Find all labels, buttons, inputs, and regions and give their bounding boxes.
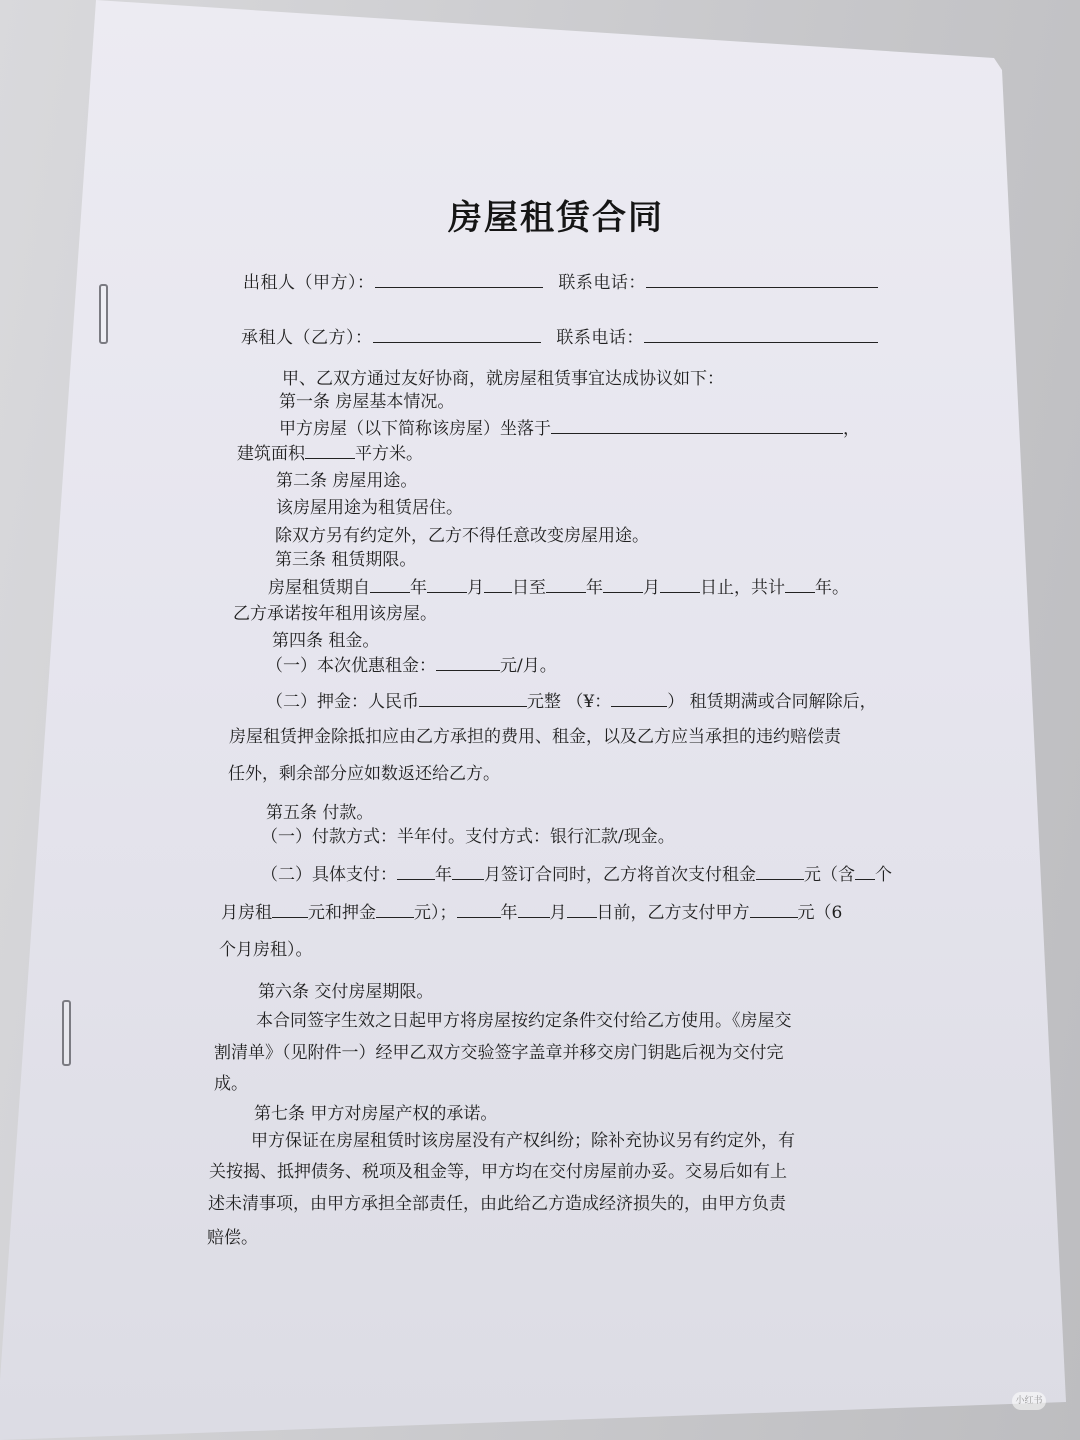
article-5-p4: 个月房租）。	[219, 940, 313, 960]
deposit-part-blank[interactable]	[376, 901, 414, 918]
deposit-part-label: 元和押金	[308, 903, 376, 923]
rent-label: （一）本次优惠租金：	[266, 656, 436, 676]
period-label: 房屋租赁期自	[268, 578, 370, 598]
article-5-p1: （一）付款方式：半年付。支付方式：银行汇款/现金。	[261, 827, 675, 847]
second-payment-label: 日前，乙方支付甲方	[596, 903, 750, 923]
intro: 甲、乙双方通过友好协商，就房屋租赁事宜达成协议如下：	[282, 369, 724, 389]
second-day-blank[interactable]	[567, 901, 597, 918]
article-1-area	[237, 439, 423, 464]
article-5-title: 第五条 付款。	[266, 803, 374, 823]
article-4-p3: 房屋租赁押金除抵扣应由乙方承担的费用、租金，以及乙方应当承担的违约赔偿责	[229, 727, 841, 747]
month-label: 月	[643, 578, 660, 598]
unit-label: 个	[875, 865, 892, 885]
article-1-location	[279, 414, 860, 439]
location-blank[interactable]	[551, 417, 843, 434]
watermark: 小红书	[1012, 1392, 1046, 1410]
six-months-label: 元（6	[797, 903, 843, 923]
article-4-title: 第四条 租金。	[272, 631, 380, 651]
article-2-p1: 该房屋用途为租赁居住。	[276, 498, 463, 518]
article-6-p3: 成。	[214, 1074, 248, 1094]
sign-month-blank[interactable]	[452, 863, 484, 880]
location-label: 甲方房屋（以下简称该房屋）坐落于	[279, 419, 551, 439]
article-6-p2: 割清单》（见附件一）经甲乙双方交验签字盖章并移交房门钥匙后视为交付完	[214, 1043, 784, 1063]
lessor-phone-label: 联系电话：	[558, 273, 646, 293]
lessee-name-blank[interactable]	[373, 326, 541, 343]
month-label: 月	[549, 903, 567, 923]
staple-bottom	[62, 1000, 71, 1066]
year-label: 年	[586, 578, 603, 598]
month-label: 月	[467, 578, 484, 598]
area-label: 建筑面积	[237, 444, 305, 464]
article-7-p1: 甲方保证在房屋租赁时该房屋没有产权纠纷；除补充协议另有约定外，有	[251, 1131, 795, 1151]
lessor-phone-blank[interactable]	[646, 271, 878, 288]
months-blank[interactable]	[855, 863, 875, 880]
total-years-blank[interactable]	[785, 576, 815, 593]
article-2-p2: 除双方另有约定外，乙方不得任意改变房屋用途。	[275, 526, 649, 546]
lessee-label: 承租人（乙方）：	[241, 328, 373, 348]
sign-year-blank[interactable]	[397, 863, 435, 880]
article-6-title: 第六条 交付房屋期限。	[258, 982, 434, 1002]
second-year-blank[interactable]	[457, 901, 501, 918]
day-to-label: 日至	[512, 578, 546, 598]
second-payment-blank[interactable]	[750, 901, 798, 918]
article-2-title: 第二条 房屋用途。	[276, 471, 418, 491]
lessee-phone-label: 联系电话：	[556, 328, 644, 348]
article-4-deposit	[266, 687, 877, 712]
article-3-period	[268, 573, 849, 598]
start-day-blank[interactable]	[484, 576, 512, 593]
deposit-unit: 元整 （¥：	[527, 692, 612, 712]
first-payment-blank[interactable]	[756, 863, 804, 880]
end-day-blank[interactable]	[660, 576, 700, 593]
year-label: 年	[435, 865, 452, 885]
article-1-title: 第一条 房屋基本情况。	[279, 392, 455, 412]
article-7-title: 第七条 甲方对房屋产权的承诺。	[254, 1104, 498, 1124]
lessee-phone-blank[interactable]	[644, 326, 878, 343]
article-7-p4: 赔偿。	[207, 1228, 258, 1248]
first-payment-label: 月签订合同时，乙方将首次支付租金	[484, 865, 756, 885]
separator-label: 元）；	[414, 903, 457, 923]
total-label: 日止，共计	[700, 578, 785, 598]
location-end: ，	[843, 419, 860, 439]
document-title: 房屋租赁合同	[448, 198, 664, 238]
year-label: 年	[500, 903, 518, 923]
article-3-p2: 乙方承诺按年租用该房屋。	[233, 604, 437, 624]
year-end-label: 年。	[815, 578, 849, 598]
deposit-label: （二）押金：人民币	[266, 692, 419, 712]
article-3-title: 第三条 租赁期限。	[275, 550, 417, 570]
start-year-blank[interactable]	[370, 576, 410, 593]
rent-unit: 元/月。	[500, 656, 557, 676]
second-month-blank[interactable]	[518, 901, 550, 918]
deposit-clause: ） 租赁期满或合同解除后，	[667, 692, 877, 712]
includes-label: 元（含	[804, 865, 855, 885]
year-label: 年	[410, 578, 427, 598]
end-month-blank[interactable]	[603, 576, 643, 593]
article-7-p3: 述未清事项，由甲方承担全部责任，由此给乙方造成经济损失的，由甲方负责	[208, 1194, 786, 1214]
article-5-p2	[261, 860, 892, 885]
deposit-blank[interactable]	[419, 690, 527, 707]
lessor-row	[243, 268, 878, 293]
end-year-blank[interactable]	[546, 576, 586, 593]
article-5-p3	[221, 898, 842, 923]
payment-label: （二）具体支付：	[261, 865, 397, 885]
article-4-rent	[266, 651, 557, 676]
area-blank[interactable]	[305, 442, 355, 459]
deposit-figure-blank[interactable]	[611, 690, 667, 707]
staple-top	[99, 284, 108, 344]
area-unit: 平方米。	[355, 444, 423, 464]
article-7-p2: 关按揭、抵押债务、税项及租金等，甲方均在交付房屋前办妥。交易后如有上	[209, 1162, 787, 1182]
article-4-p4: 任外，剩余部分应如数返还给乙方。	[228, 764, 500, 784]
rent-blank[interactable]	[436, 654, 500, 671]
rent-months-label: 月房租	[221, 903, 272, 923]
lessor-name-blank[interactable]	[375, 271, 543, 288]
start-month-blank[interactable]	[427, 576, 467, 593]
lessor-label: 出租人（甲方）：	[243, 273, 375, 293]
rent-part-blank[interactable]	[272, 901, 308, 918]
article-6-p1: 本合同签字生效之日起甲方将房屋按约定条件交付给乙方使用。《房屋交	[256, 1011, 792, 1031]
lessee-row	[241, 323, 878, 348]
